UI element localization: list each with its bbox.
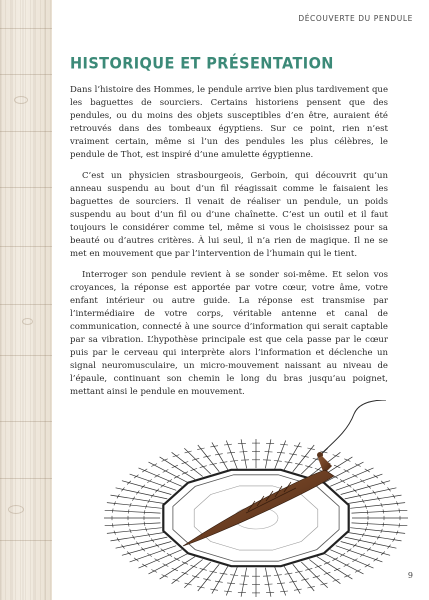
running-header: DÉCOUVERTE DU PENDULE: [298, 14, 413, 23]
wood-texture-margin: [0, 0, 52, 600]
pendulum-illustration: [96, 400, 418, 598]
paragraph: Interroger son pendule revient à se sonder soi-même. Et selon vos croyances, la réponse est apportée par votre cœur, votre âme, votre enfant intérieur ou autre guide. La réponse est transmise par l’intermédiaire de votre corps, véritable antenne et canal de communication, connecté à une source d’information qui serait captable par sa vibration. L’hypothèse principale est que cela passe par le cœur puis par le cerveau qui interprète alors l’information et déclenche un signal neuromusculaire, un micro-mouvement naissant au niveau de l’épaule, continuant son chemin le long du bras jusqu’au poignet, mettant ainsi le pendule en mouvement.: [70, 270, 388, 397]
paragraph: C’est un physicien strasbourgeois, Gerboin, qui découvrit qu’un anneau suspendu au bout d’un fil réagissait comme le faisaient les baguettes de sourciers. Il venait de réaliser un pendule, un poids suspendu au bout d’un fil ou d’une chaînette. C’est un outil et il faut toujours le considérer comme tel, même si vous le choisissez pour sa beauté ou d’autres critères. À lui seul, il n’a rien de magique. Il ne se met en mouvement que par l’intervention de l’humain qui le tient.: [70, 171, 388, 259]
body-text: [70, 84, 388, 407]
paragraph: Dans l’histoire des Hommes, le pendule arrive bien plus tardivement que les baguettes de sourciers. Certains historiens pensent que des pendules, ou du moins des objets susceptibles d’en être, auraient été retrouvés dans des tombeaux égyptiens. Sur ce point, rien n’est vraiment certain, même si l’un des pendules les plus célèbres, le pendule de Thot, est inspiré d’une amulette égyptienne.: [70, 85, 388, 160]
chain-icon: [320, 400, 386, 455]
section-title: HISTORIQUE ET PRÉSENTATION: [70, 55, 334, 73]
page-number: 9: [407, 571, 413, 580]
radial-chart: [104, 439, 408, 597]
